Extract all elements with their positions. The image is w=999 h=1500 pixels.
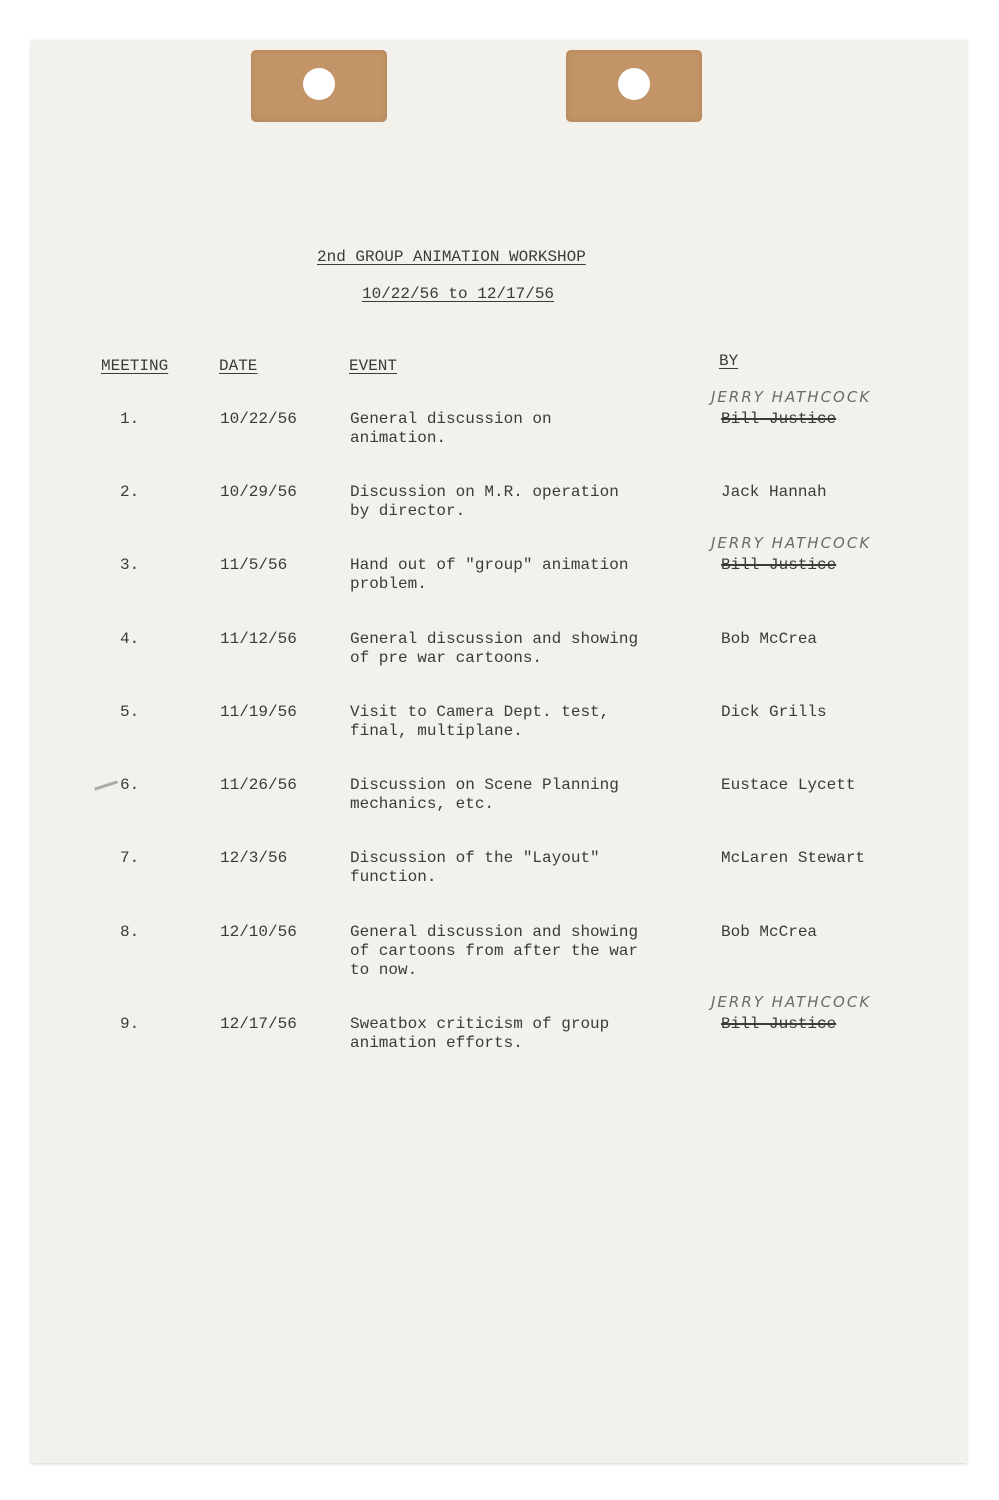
meeting-number: 3. xyxy=(120,556,140,574)
meeting-presenter: Bob McCrea xyxy=(721,630,818,648)
table-row xyxy=(31,703,967,763)
meeting-date: 12/3/56 xyxy=(220,849,288,867)
date-range: 10/22/56 to 12/17/56 xyxy=(362,285,555,303)
meeting-number: 9. xyxy=(120,1015,140,1033)
meeting-presenter: Bill Justice xyxy=(721,1015,837,1033)
table-row xyxy=(31,630,967,690)
meeting-number: 1. xyxy=(120,410,140,428)
punch-hole xyxy=(618,68,650,100)
document-page xyxy=(31,40,967,1463)
meeting-event: Sweatbox criticism of group animation efforts. xyxy=(350,1015,610,1052)
meeting-presenter: Eustace Lycett xyxy=(721,776,856,794)
meeting-date: 11/26/56 xyxy=(220,776,297,794)
table-row xyxy=(31,534,967,616)
table-row xyxy=(31,849,967,909)
meeting-date: 12/10/56 xyxy=(220,923,297,941)
meeting-date: 11/19/56 xyxy=(220,703,297,721)
header-date: DATE xyxy=(219,357,258,375)
meeting-event: General discussion on animation. xyxy=(350,410,552,447)
meeting-event: Discussion on M.R. operation by director. xyxy=(350,483,619,520)
binder-tab-right xyxy=(566,50,702,122)
punch-hole xyxy=(303,68,335,100)
header-by: BY xyxy=(719,352,739,370)
meeting-presenter: McLaren Stewart xyxy=(721,849,866,867)
table-row xyxy=(31,993,967,1075)
pencil-tick-mark xyxy=(94,780,118,790)
table-row xyxy=(31,923,967,983)
meeting-presenter: Bill Justice xyxy=(721,556,837,574)
table-row xyxy=(31,388,967,470)
meeting-event: General discussion and showing of cartoons from after the war to now. xyxy=(350,923,639,979)
meeting-number: 2. xyxy=(120,483,140,501)
meeting-event: General discussion and showing of pre war cartoons. xyxy=(350,630,639,667)
meeting-date: 12/17/56 xyxy=(220,1015,297,1033)
meeting-number: 4. xyxy=(120,630,140,648)
meeting-event: Hand out of "group" animation problem. xyxy=(350,556,629,593)
table-row xyxy=(31,776,967,836)
meeting-presenter: Jack Hannah xyxy=(721,483,827,501)
meeting-date: 10/22/56 xyxy=(220,410,297,428)
meeting-event: Discussion of the "Layout" function. xyxy=(350,849,600,886)
meeting-presenter: Bill Justice xyxy=(721,410,837,428)
meeting-number: 7. xyxy=(120,849,140,867)
meeting-number: 8. xyxy=(120,923,140,941)
meeting-number: 6. xyxy=(120,776,140,794)
meeting-number: 5. xyxy=(120,703,140,721)
meeting-date: 11/5/56 xyxy=(220,556,288,574)
meeting-date: 10/29/56 xyxy=(220,483,297,501)
handwritten-correction: JERRY HATHCOCK xyxy=(711,388,872,406)
meeting-presenter: Dick Grills xyxy=(721,703,827,721)
meeting-date: 11/12/56 xyxy=(220,630,297,648)
document-title: 2nd GROUP ANIMATION WORKSHOP xyxy=(317,248,586,266)
header-meeting: MEETING xyxy=(101,357,169,375)
binder-tab-left xyxy=(251,50,387,122)
handwritten-correction: JERRY HATHCOCK xyxy=(711,534,872,552)
meeting-presenter: Bob McCrea xyxy=(721,923,818,941)
handwritten-correction: JERRY HATHCOCK xyxy=(711,993,872,1011)
meeting-event: Discussion on Scene Planning mechanics, etc. xyxy=(350,776,619,813)
header-event: EVENT xyxy=(349,357,398,375)
meeting-event: Visit to Camera Dept. test, final, multiplane. xyxy=(350,703,610,740)
